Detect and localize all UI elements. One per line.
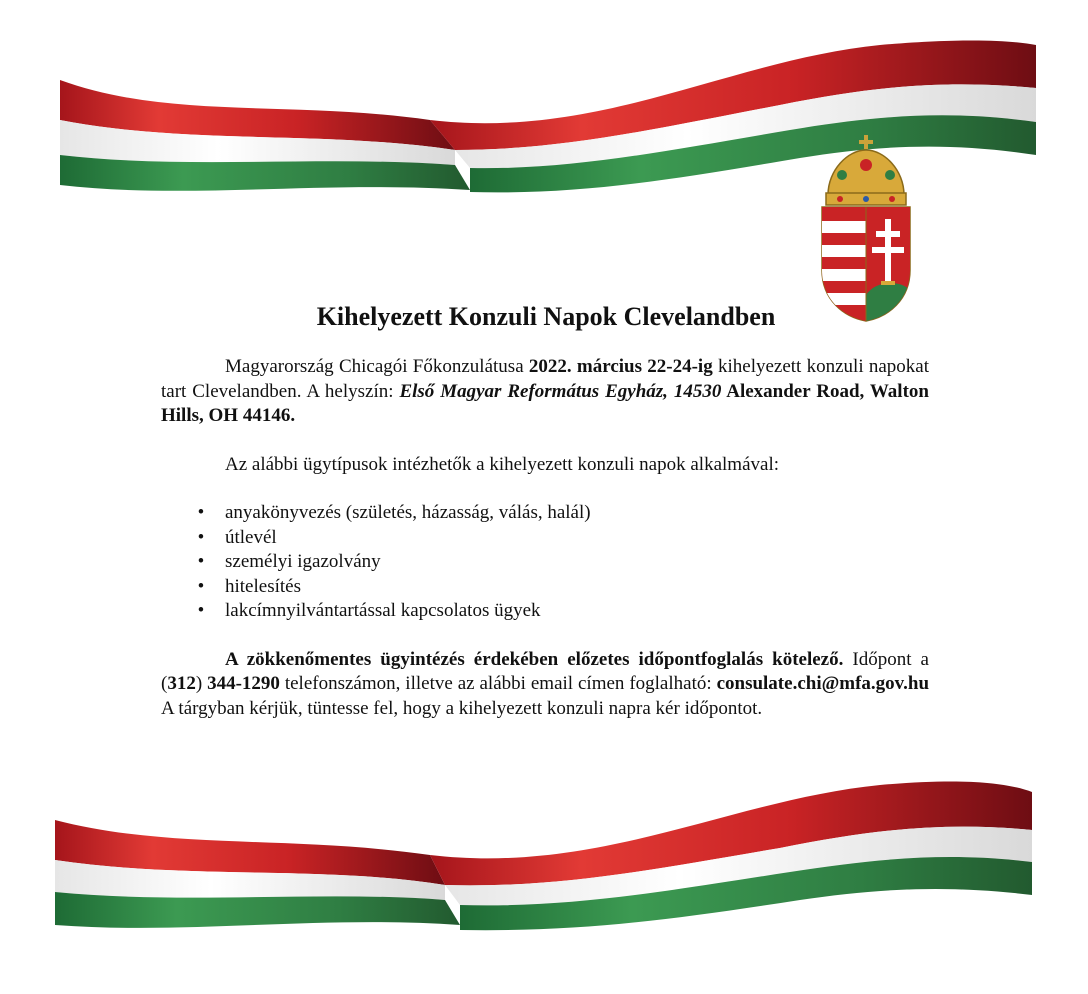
booking-text-4: A tárgyban kérjük, tüntesse fel, hogy a kihelyezett konzuli napra kér időpontot. — [161, 697, 763, 719]
phone-area-code: 312 — [167, 673, 196, 694]
list-item — [161, 501, 929, 526]
list-item — [161, 526, 929, 551]
bullet-icon: • — [197, 551, 205, 572]
hungarian-coat-of-arms-icon — [818, 135, 914, 325]
booking-notice: A zökkenőmentes ügyintézés érdekében előzetes időpontfoglalás kötelező. — [225, 648, 844, 670]
booking-text-2: ) — [195, 673, 208, 694]
booking-text: Időpont a ( — [161, 648, 929, 694]
intro-paragraph — [161, 355, 929, 429]
service-label: anyakönyvezés (születés, házasság, válás, halál) — [225, 502, 591, 523]
service-label: útlevél — [225, 526, 277, 548]
intro-text-2: kihelyezett konzuli napokat tart Clevelandben. A helyszín: — [161, 356, 930, 402]
list-item — [161, 575, 929, 600]
bullet-icon: • — [197, 575, 205, 597]
list-item — [161, 550, 929, 575]
bullet-icon: • — [197, 600, 205, 621]
event-dates: 2022. március 22-24-ig — [528, 356, 713, 377]
bullet-icon: • — [197, 502, 205, 523]
intro-text: Magyarország Chicagói Főkonzulátusa — [225, 356, 529, 377]
booking-text-3: telefonszámon, illetve az alábbi email címen foglalható: — [279, 673, 717, 694]
services-list — [161, 501, 929, 624]
bottom-flag-ribbon — [0, 770, 1088, 950]
booking-paragraph — [161, 648, 929, 722]
document-body — [161, 355, 929, 721]
email-address[interactable]: consulate.chi@mfa.gov.hu — [716, 673, 930, 694]
bullet-icon: • — [197, 526, 205, 548]
service-label: hitelesítés — [225, 575, 301, 597]
services-intro: Az alábbi ügytípusok intézhetők a kihelyezett konzuli napok alkalmával: — [225, 453, 779, 475]
page-title: Kihelyezett Konzuli Napok Clevelandben — [316, 302, 776, 331]
venue-address: Alexander Road, Walton Hills, OH 44146. — [161, 380, 929, 426]
service-label: személyi igazolvány — [225, 551, 381, 572]
phone-number: 344-1290 — [207, 673, 280, 694]
service-label: lakcímnyilvántartással kapcsolatos ügyek — [225, 600, 541, 621]
top-flag-ribbon — [0, 30, 1088, 210]
venue-name: Első Magyar Református Egyház, 14530 — [399, 380, 722, 402]
list-item — [161, 599, 929, 624]
